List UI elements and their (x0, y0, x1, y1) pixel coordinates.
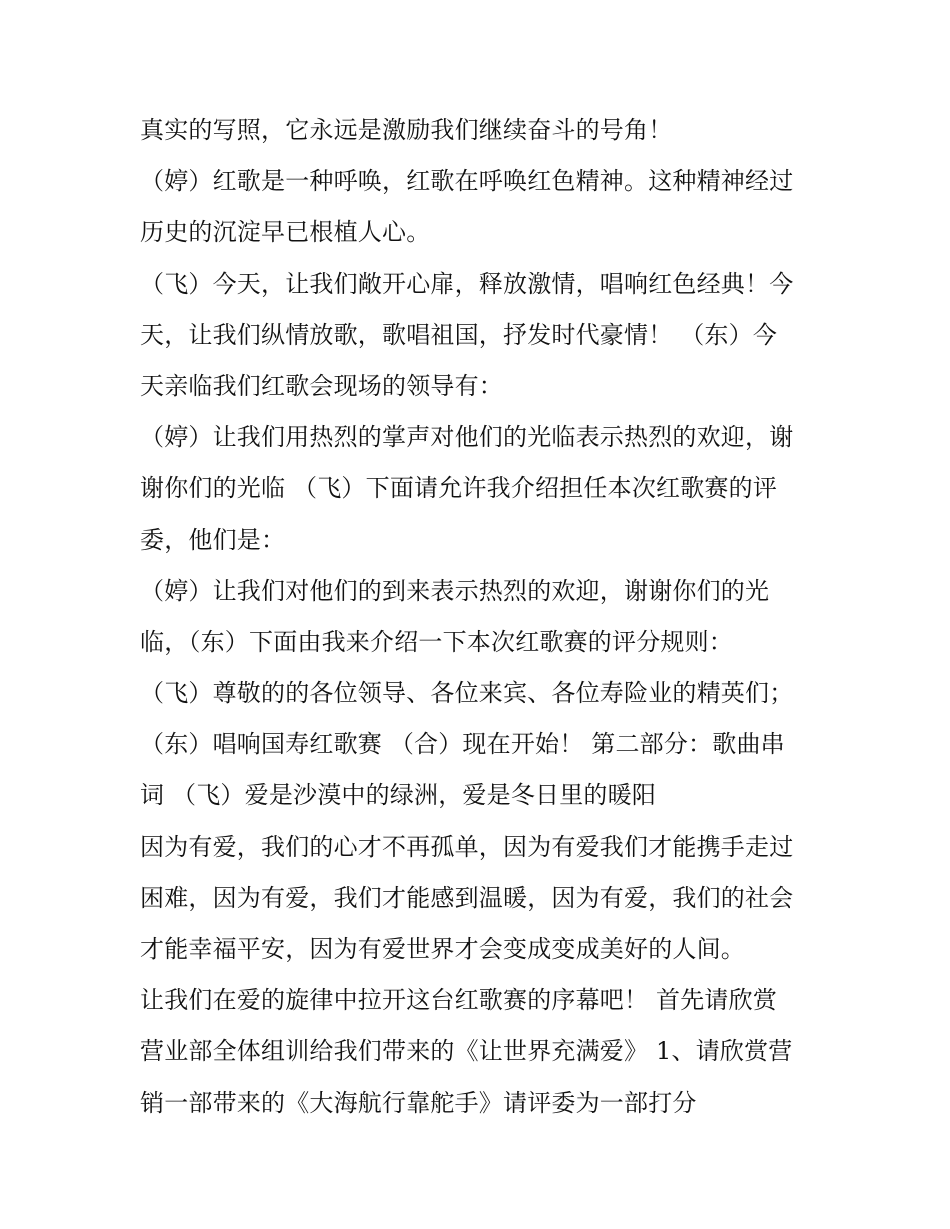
text-line: （婷）让我们用热烈的掌声对他们的光临表示热烈的欢迎，谢 (140, 423, 794, 452)
text-line: （婷）让我们对他们的到来表示热烈的欢迎，谢谢你们的光 (140, 576, 770, 605)
text-line: （飞）尊敬的的各位领导、各位来宾、各位寿险业的精英们； (140, 679, 794, 708)
text-line: 困难，因为有爱，我们才能感到温暖，因为有爱，我们的社会 (140, 883, 794, 912)
text-line: 谢你们的光临 （飞）下面请允许我介绍担任本次红歌赛的评 (140, 474, 778, 503)
text-line: （飞）今天，让我们敞开心扉，释放激情，唱响红色经典！今 (140, 269, 794, 298)
text-line: 销一部带来的《大海航行靠舵手》请评委为一部打分 (140, 1088, 697, 1117)
text-line: 历史的沉淀早已根植人心。 (140, 218, 431, 247)
text-line: 真实的写照，它永远是激励我们继续奋斗的号角！ (140, 116, 673, 144)
text-line: 才能幸福平安，因为有爱世界才会变成变成美好的人间。 (140, 935, 745, 963)
text-line: 让我们在爱的旋律中拉开这台红歌赛的序幕吧！ 首先请欣赏 (140, 986, 778, 1015)
text-line: 天，让我们纵情放歌，歌唱祖国，抒发时代豪情！ （东）今 (140, 320, 778, 349)
text-line: 营业部全体组训给我们带来的《让世界充满爱》 1、请欣赏营 (140, 1037, 793, 1066)
text-line: （婷）红歌是一种呼唤，红歌在呼唤红色精神。这种精神经过 (140, 167, 794, 196)
document-text (140, 110, 820, 1134)
text-line: 天亲临我们红歌会现场的领导有： (140, 371, 503, 400)
text-line: （东）唱响国寿红歌赛 （合）现在开始！ 第二部分：歌曲串 (140, 730, 785, 759)
text-line: 委，他们是： (140, 525, 286, 554)
text-line: 因为有爱，我们的心才不再孤单，因为有爱我们才能携手走过 (140, 832, 794, 861)
text-line: 临，（东）下面由我来介绍一下本次红歌赛的评分规则： (140, 627, 733, 656)
text-line: 词 （飞）爱是沙漠中的绿洲，爱是冬日里的暖阳 (140, 781, 657, 810)
